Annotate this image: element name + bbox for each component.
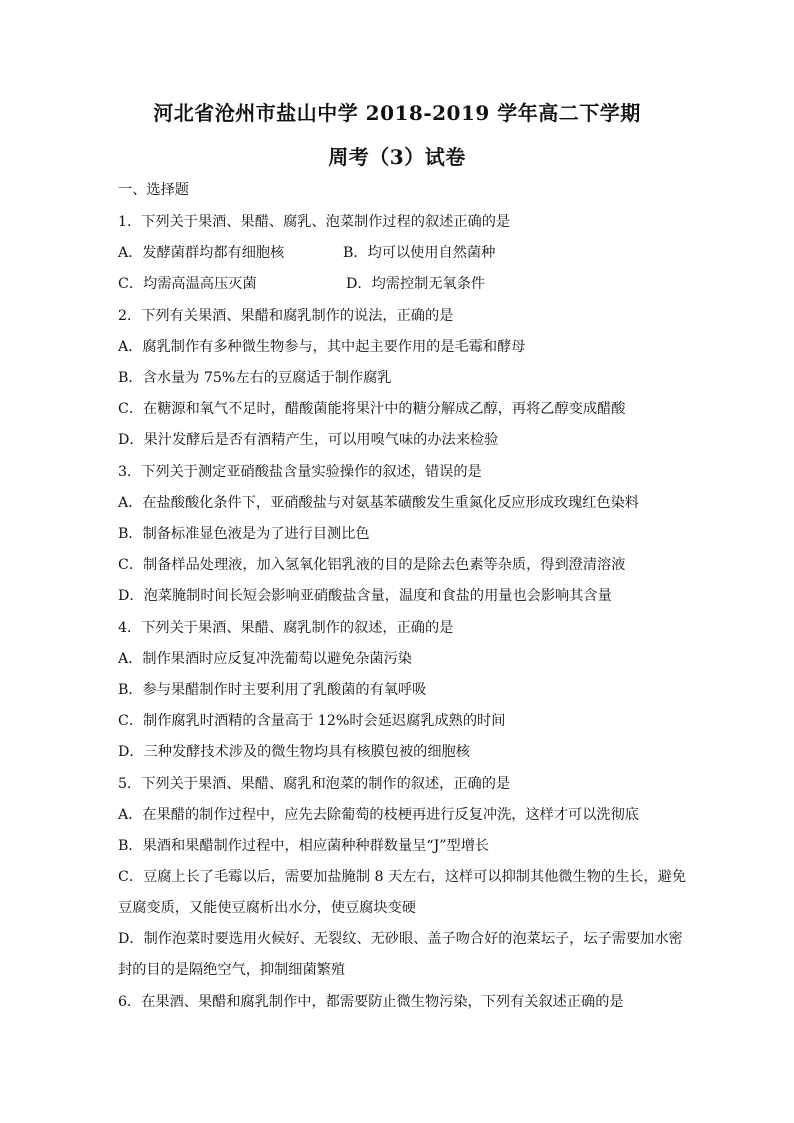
question-3-option-c: C．制备样品处理液，加入氢氧化铝乳液的目的是除去色素等杂质，得到澄清溶液 — [118, 557, 626, 573]
question-5-option-c-line2: 豆腐变质，又能使豆腐析出水分，使豆腐块变硬 — [118, 900, 416, 916]
question-2-option-a: A．腐乳制作有多种微生物参与，其中起主要作用的是毛霉和酵母 — [118, 339, 526, 355]
question-5-option-b: B．果酒和果醋制作过程中，相应菌种种群数量呈“J”型增长 — [118, 838, 490, 854]
section-heading: 一、选择题 — [118, 182, 189, 198]
question-3-option-a: A．在盐酸酸化条件下，亚硝酸盐与对氨基苯磺酸发生重氮化反应形成玫瑰红色染料 — [118, 495, 639, 511]
exam-title-line1: 河北省沧州市盐山中学 2018-2019 学年高二下学期 — [153, 101, 641, 125]
question-2-option-b: B．含水量为 75%左右的豆腐适于制作腐乳 — [118, 370, 392, 386]
question-3-option-d: D．泡菜腌制时间长短会影响亚硝酸盐含量，温度和食盐的用量也会影响其含量 — [118, 588, 612, 604]
question-1-option-b: B．均可以使用自然菌种 — [343, 245, 496, 261]
question-2-stem: 2．下列有关果酒、果醋和腐乳制作的说法，正确的是 — [118, 308, 454, 324]
question-6-stem: 6．在果酒、果醋和腐乳制作中，都需要防止微生物污染，下列有关叙述正确的是 — [118, 994, 624, 1010]
question-2-option-d: D．果汁发酵后是否有酒精产生，可以用嗅气味的办法来检验 — [118, 432, 499, 448]
question-5-option-d-line1: D．制作泡菜时要选用火候好、无裂纹、无砂眼、盖子吻合好的泡菜坛子，坛子需要加水密 — [118, 931, 683, 947]
question-4-option-b: B．参与果醋制作时主要利用了乳酸菌的有氧呼吸 — [118, 682, 427, 698]
exam-title-line2: 周考（3）试卷 — [328, 145, 466, 169]
question-2-option-c: C．在糖源和氧气不足时，醋酸菌能将果汁中的糖分解成乙醇，再将乙醇变成醋酸 — [118, 401, 626, 417]
question-1-option-d: D．均需控制无氧条件 — [346, 276, 486, 292]
question-5-option-a: A．在果醋的制作过程中，应先去除葡萄的枝梗再进行反复冲洗，这样才可以洗彻底 — [118, 807, 639, 823]
question-3-stem: 3．下列关于测定亚硝酸盐含量实验操作的叙述，错误的是 — [118, 464, 482, 480]
question-1-option-a: A．发酵菌群均都有细胞核 — [118, 245, 285, 261]
question-1-stem: 1．下列关于果酒、果醋、腐乳、泡菜制作过程的叙述正确的是 — [118, 214, 511, 230]
question-4-option-a: A．制作果酒时应反复冲洗葡萄以避免杂菌污染 — [118, 651, 412, 667]
question-4-option-c: C．制作腐乳时酒精的含量高于 12%时会延迟腐乳成熟的时间 — [118, 713, 506, 729]
question-5-option-c-line1: C．豆腐上长了毛霉以后，需要加盐腌制 8 天左右，这样可以抑制其他微生物的生长，避免 — [118, 869, 687, 885]
question-3-option-b: B．制备标准显色液是为了进行目测比色 — [118, 526, 370, 542]
question-1-option-c: C．均需高温高压灭菌 — [118, 276, 257, 292]
question-4-stem: 4．下列关于果酒、果醋、腐乳制作的叙述，正确的是 — [118, 620, 454, 636]
question-4-option-d: D．三种发酵技术涉及的微生物均具有核膜包被的细胞核 — [118, 744, 470, 760]
question-5-option-d-line2: 封的目的是隔绝空气，抑制细菌繁殖 — [118, 962, 346, 978]
question-5-stem: 5．下列关于果酒、果醋、腐乳和泡菜的制作的叙述，正确的是 — [118, 776, 511, 792]
